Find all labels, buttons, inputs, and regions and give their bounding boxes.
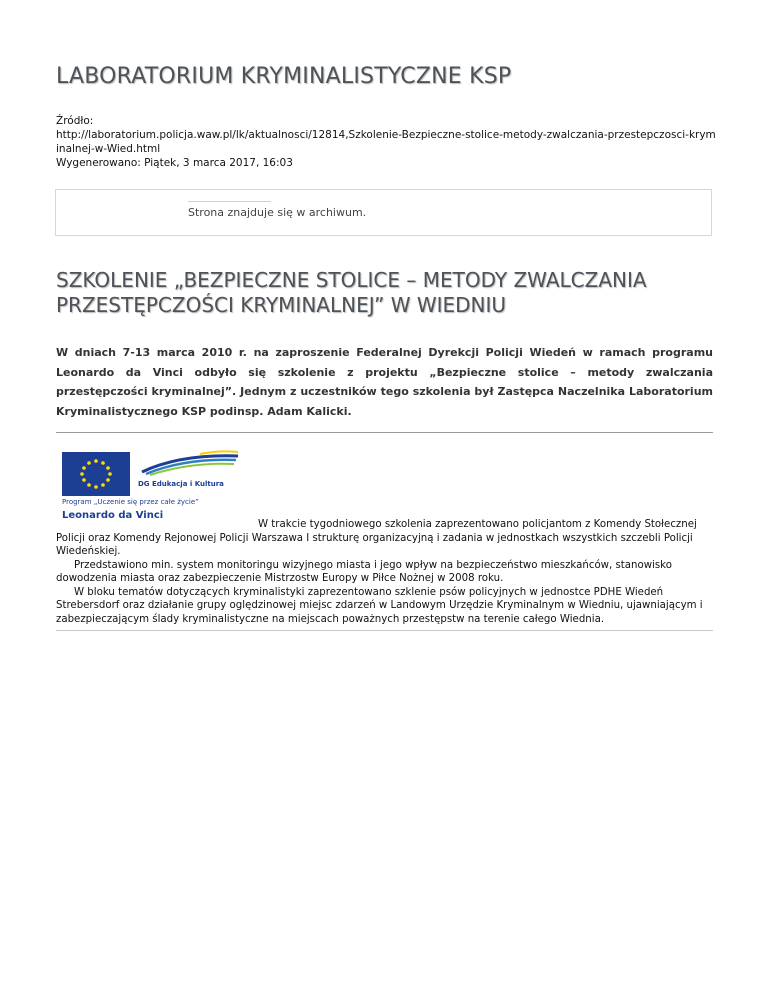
site-title: LABORATORIUM KRYMINALISTYCZNE KSP [56,64,512,89]
archive-text: Strona znajduje się w archiwum. [188,206,367,219]
archive-notice [55,189,712,236]
article-title [56,268,716,318]
article-title-line2: PRZESTĘPCZOŚCI KRYMINALNEJ” W WIEDNIU [56,293,507,317]
generated-date: Wygenerowano: Piątek, 3 marca 2017, 16:03 [56,157,293,169]
swoosh-icon [140,448,240,478]
paragraph: Przedstawiono min. system monitoringu wizyjnego miasta i jego wpływ na bezpieczeństwo mieszkańców, stanowisko dowodzenia miasta oraz zabezpieczenie Mistrzostw Europy w Piłce Nożnej w 2008 roku. [56,559,672,584]
source-url-line1[interactable]: http://laboratorium.policja.waw.pl/lk/aktualnosci/12814,Szkolenie-Bezpieczne-stolice-metody-zwalczania-przestepczosci-krym [56,129,716,141]
source-url-line2[interactable]: inalnej-w-Wied.html [56,143,161,155]
program-label: Program „Uczenie się przez całe życie” [62,498,199,506]
article-body [56,518,713,626]
source-meta [56,114,716,170]
divider-top [56,432,713,433]
archive-divider [188,201,271,202]
article-title-line1: SZKOLENIE „BEZPIECZNE STOLICE – METODY ZWALCZANIA [56,268,647,292]
dg-label: DG Edukacja i Kultura [138,480,224,488]
eu-flag-icon [62,452,130,496]
leonardo-logo [62,448,252,523]
paragraph: W trakcie tygodniowego szkolenia zaprezentowano policjantom z Komendy Stołecznej Policji oraz Komendy Rejonowej Policji Warszawa I strukturę organizacyjną i zadania w jednostkach wszystkich szczebli Policji Wiedeńskiej. [56,519,697,557]
source-label: Źródło: [56,115,94,127]
divider-bottom [56,630,713,631]
paragraph: W bloku tematów dotyczących kryminalistyki zaprezentowano szklenie psów policyjnych w jednostce PDHE Wiedeń Strebersdorf oraz działanie grupy oględzinowej miejsc zdarzeń w Landowym Urzędzie Kryminalnym w Wiedniu, ujawniającym i zabezpieczającym ślady kryminalistyczne na miejscach poważnych przestępstw na terenie całego Wiednia. [56,586,703,625]
article-lead: W dniach 7-13 marca 2010 r. na zaproszenie Federalnej Dyrekcji Policji Wiedeń w ramach programu Leonardo da Vinci odbyło się szkolenie z projektu „Bezpieczne stolice – metody zwalczania przestępczości kryminalnej”. Jednym z uczestników tego szkolenia był Zastępca Naczelnika Laboratorium Kryminalistycznego KSP podinsp. Adam Kalicki. [56,346,713,418]
leonardo-label: Leonardo da Vinci [62,510,164,521]
